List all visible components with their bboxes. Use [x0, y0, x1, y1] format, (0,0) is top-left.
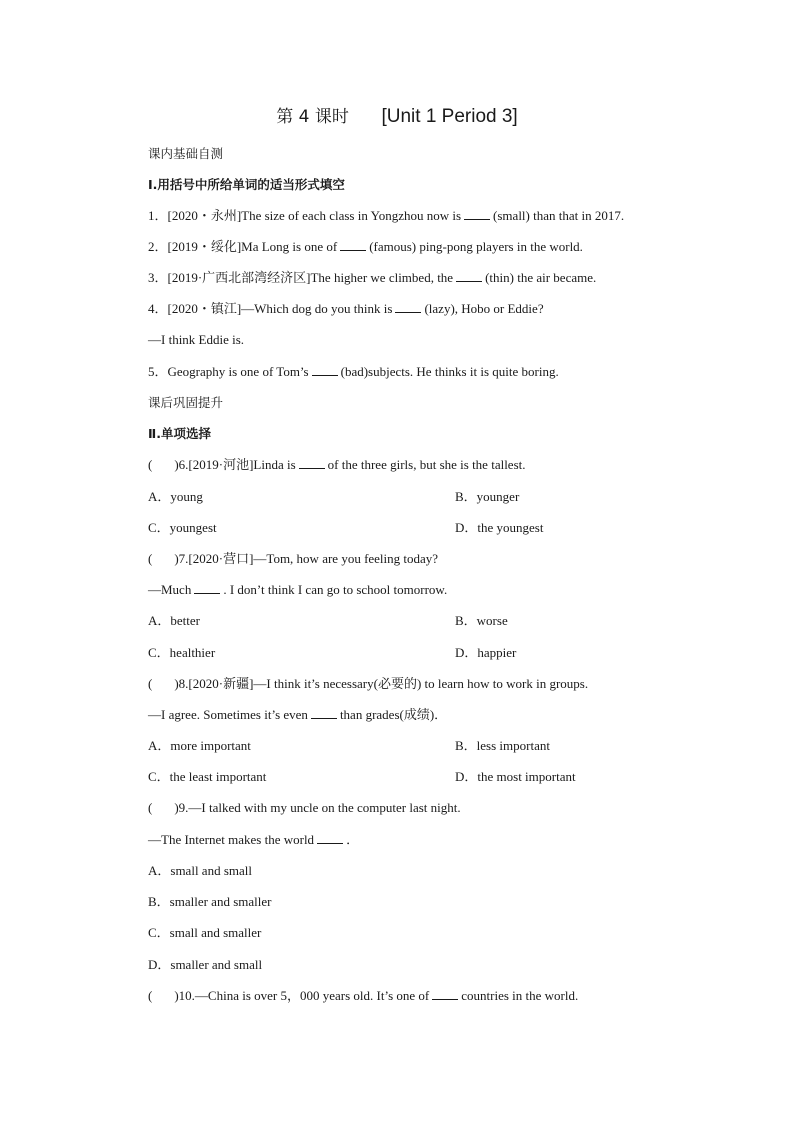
answer-blank — [299, 455, 325, 469]
answer-blank[interactable] — [340, 237, 366, 251]
q6-option-b[interactable]: B．younger — [455, 489, 520, 504]
question-10: ( )10.—China is over 5，000 years old. It’s one of countries in the world. — [148, 988, 579, 1003]
q6-option-d[interactable]: D．the youngest — [455, 520, 544, 535]
q8-option-d[interactable]: D．the most important — [455, 769, 576, 784]
q7-option-c[interactable]: C．healthier — [148, 645, 216, 660]
answer-blank — [432, 986, 458, 1000]
fill-item-3: 3．[2019·广西北部湾经济区]The higher we climbed, the (thin) the air became. — [148, 270, 597, 285]
answer-blank — [317, 830, 343, 844]
answer-blank[interactable] — [464, 206, 490, 220]
page-title — [0, 103, 794, 131]
fill-item-4: 4．[2020・镇江]—Which dog do you think is (lazy), Hobo or Eddie? — [148, 301, 544, 316]
q9-option-c[interactable]: C．small and smaller — [148, 925, 262, 940]
q7-option-b[interactable]: B．worse — [455, 613, 508, 628]
fill-item-2: 2．[2019・绥化]Ma Long is one of (famous) ping-pong players in the world. — [148, 239, 583, 254]
title-lesson: 第 4 课时 — [276, 107, 349, 127]
q8-option-a[interactable]: A．more important — [148, 738, 251, 753]
part1-heading: Ⅰ.用括号中所给单词的适当形式填空 — [148, 177, 345, 192]
answer-blank[interactable] — [395, 299, 421, 313]
q7-option-a[interactable]: A．better — [148, 613, 200, 628]
q7-option-d[interactable]: D．happier — [455, 645, 517, 660]
q8-option-c[interactable]: C．the least important — [148, 769, 267, 784]
section-basic-heading: 课内基础自测 — [148, 146, 224, 161]
q9-option-a[interactable]: A．small and small — [148, 863, 252, 878]
fill-item-5: 5．Geography is one of Tom’s (bad)subjects. He thinks it is quite boring. — [148, 364, 559, 379]
fill-item-4-reply: —I think Eddie is. — [148, 332, 245, 347]
fill-item-1: 1．[2020・永州]The size of each class in Yongzhou now is (small) than that in 2017. — [148, 208, 625, 223]
part2-heading: Ⅱ.单项选择 — [148, 426, 211, 441]
answer-blank[interactable] — [312, 362, 338, 376]
q6-option-a[interactable]: A．young — [148, 489, 203, 504]
question-6: ( )6.[2019·河池]Linda is of the three girls, but she is the tallest. — [148, 457, 526, 472]
title-unit: [Unit 1 Period 3] — [381, 106, 518, 127]
q7-reply: —Much . I don’t think I can go to school tomorrow. — [148, 582, 448, 597]
q9-option-b[interactable]: B．smaller and smaller — [148, 894, 272, 909]
question-8: ( )8.[2020·新疆]—I think it’s necessary(必要的) to learn how to work in groups. — [148, 676, 589, 691]
question-9: ( )9.—I talked with my uncle on the computer last night. — [148, 800, 461, 815]
question-7: ( )7.[2020·营口]—Tom, how are you feeling today? — [148, 551, 439, 566]
answer-blank[interactable] — [456, 268, 482, 282]
q9-option-d[interactable]: D．smaller and small — [148, 957, 263, 972]
answer-blank — [194, 580, 220, 594]
answer-blank — [311, 705, 337, 719]
q8-reply: —I agree. Sometimes it’s even than grades(成绩)． — [148, 707, 448, 722]
section-after-heading: 课后巩固提升 — [148, 395, 224, 410]
q6-option-c[interactable]: C．youngest — [148, 520, 217, 535]
q8-option-b[interactable]: B．less important — [455, 738, 550, 753]
q9-reply: —The Internet makes the world ． — [148, 832, 360, 847]
